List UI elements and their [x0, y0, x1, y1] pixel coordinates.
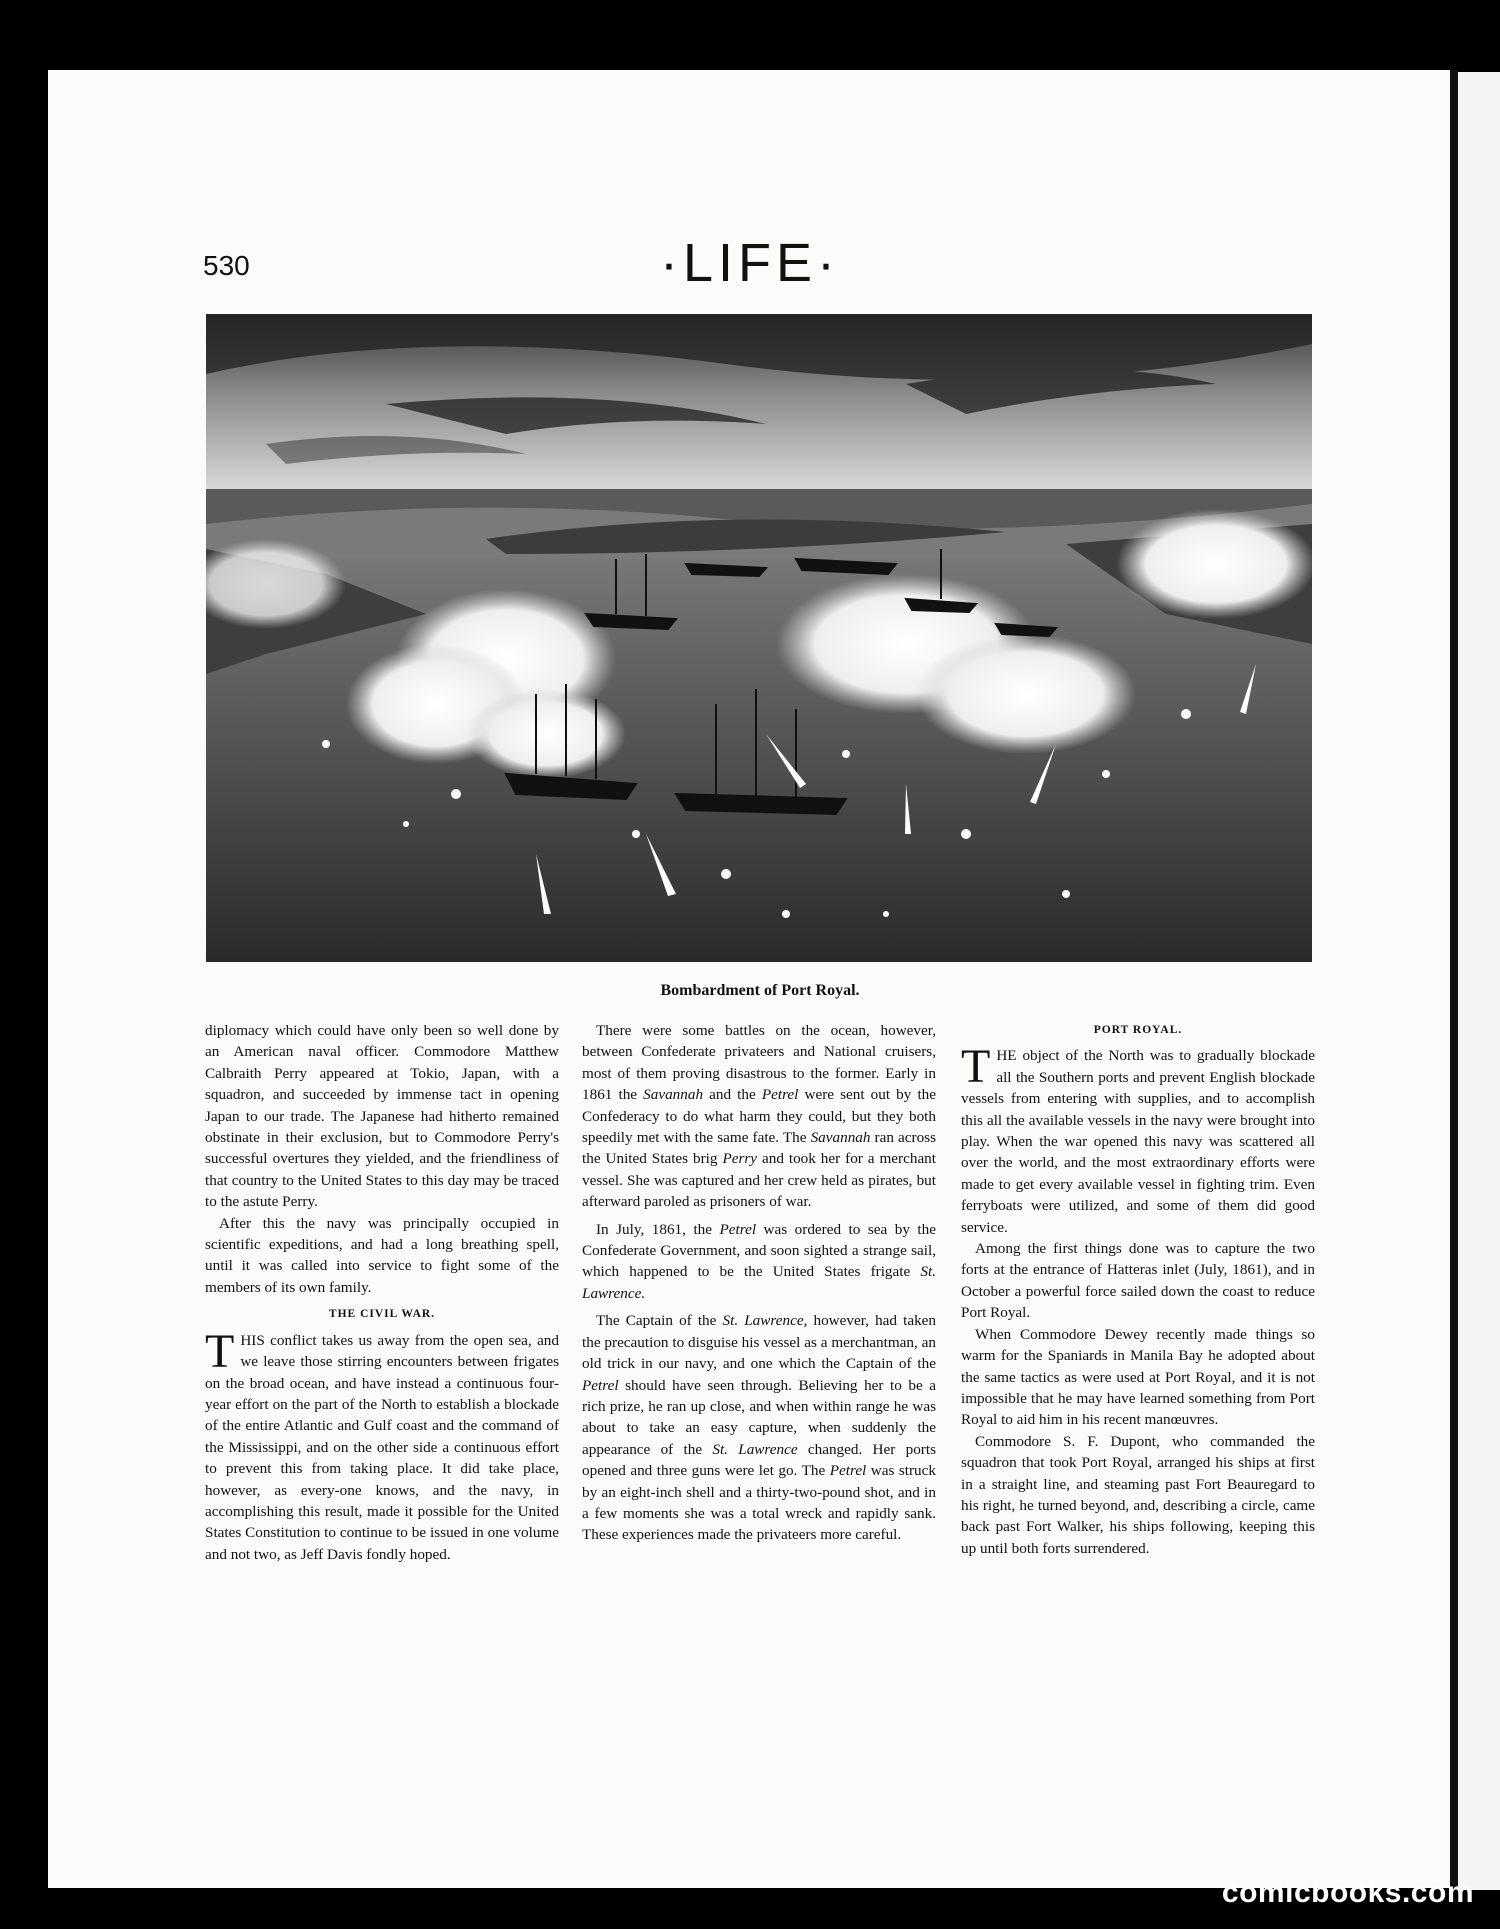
text-run: should have seen through. Believing her to be a rich prize, he ran up close, and when within range he was about to take an easy capture, when suddenly the appearance of the — [582, 1376, 936, 1458]
adjacent-page-edge — [1458, 72, 1500, 1890]
masthead-title: ·LIFE· — [659, 233, 840, 293]
text-run: and the — [703, 1086, 762, 1104]
text-run: however, had taken the precaution to disguise his vessel as a merchantman, an old trick in our navy, and one which the Captain of the — [582, 1312, 937, 1373]
ship-name: Perry — [722, 1150, 758, 1168]
paragraph — [205, 1324, 559, 1565]
ship-name: Petrel — [761, 1086, 799, 1104]
paragraph — [582, 1219, 936, 1305]
ship-name: Savannah — [810, 1129, 871, 1147]
ship-name: Savannah — [643, 1086, 704, 1104]
ship-name: St. Lawrence, — [722, 1312, 808, 1330]
paragraph: Commodore S. F. Dupont, who commanded the squadron that took Port Royal, arranged his ships at first in a straight line, and steaming past Fort Beauregard to his right, he turned beyond, and, describing a circle, came back past Fort Walker, his ships following, keeping this up until both forts surrendered. — [961, 1432, 1315, 1557]
section-heading-civil-war: THE CIVIL WAR. — [328, 1308, 436, 1321]
column-2 — [582, 1020, 936, 1546]
paragraph — [961, 1040, 1315, 1238]
paragraph: Among the first things done was to capture the two forts at the entrance of Hatteras inlet (July, 1861), and in October a powerful force sailed down the coast to reduce Port Royal. — [961, 1240, 1315, 1322]
text-run: and took her for a merchant vessel. She was captured and her crew held as pirates, but afterward paroled as prisoners of war. — [582, 1150, 936, 1211]
paragraph-text: HE object of the North was to gradually blockade all the Southern ports and prevent English blockade vessels from entering with supplies, and to accomplish this all the available vessels in the navy were brought into play. When the war opened this navy was scattered all over the world, and the most extraordinary efforts were made to get every available vessel in fighting trim. Even ferryboats were utilized, and some of them did good service. — [961, 1047, 1315, 1236]
ship-name: St. Lawrence. — [582, 1263, 936, 1302]
paragraph-text: HIS conflict takes us away from the open sea, and we leave those stirring encounters between frigates on the broad ocean, and have instead a continuous four-year effort on the part of the North to establish a blockade of the entire Atlantic and Gulf coast and the command of the Mississippi, and on the other side a continuous effort to prevent this from taking place. It did take place, however, as every-one knows, and the navy, in accomplishing this result, made it possible for the United States Constitution to continue to be issued in one volume and not two, as Jeff Davis fondly hoped. — [205, 1331, 559, 1563]
paragraph — [582, 1310, 936, 1545]
ship-name: St. Lawrence — [712, 1440, 798, 1458]
paragraph: After this the navy was principally occupied in scientific expeditions, and had a long breathing spell, until it was called into service to fight some of the members of its own family. — [205, 1214, 559, 1296]
paragraph: When Commodore Dewey recently made things so warm for the Spaniards in Manila Bay he adopted about the same tactics as were used at Port Royal, and it is not impossible that he may have learned something from Port Royal to aid him in his recent manœuvres. — [961, 1325, 1315, 1429]
text-run: The Captain of the — [596, 1312, 723, 1330]
paragraph — [582, 1020, 936, 1213]
column-1 — [205, 1020, 559, 1565]
gutter-shadow — [1450, 70, 1458, 1888]
text-run: There were some battles on the ocean, however, between Confederate privateers and National cruisers, most of them proving disastrous to the former. Early in 1861 the — [582, 1022, 936, 1104]
text-run: In July, 1861, the — [596, 1220, 720, 1238]
drop-cap: T — [961, 1040, 991, 1094]
text-run: ran across the United States brig — [582, 1129, 936, 1168]
page-number: 530 — [203, 250, 250, 281]
illustration-caption: Bombardment of Port Royal. — [660, 982, 860, 999]
text-run: changed. Her ports opened and three guns were let go. The — [582, 1440, 936, 1480]
watermark-logo: comicbooks.com — [1221, 1876, 1474, 1909]
ship-name: Petrel — [829, 1462, 867, 1480]
text-run: was ordered to sea by the Confederate Government, and soon sighted a strange sail, which happened to be the United States frigate — [582, 1220, 936, 1281]
column-3 — [961, 1020, 1315, 1559]
ship-name: Petrel — [582, 1376, 619, 1394]
ship-name: Petrel — [719, 1220, 757, 1238]
text-run: was struck by an eight-inch shell and a thirty-two-pound shot, and in a few moments she was a total wreck and rapidly sank. These experiences made the privateers more careful. — [582, 1462, 936, 1544]
bombardment-illustration — [206, 314, 1312, 962]
paragraph: diplomacy which could have only been so well done by an American naval officer. Commodore Matthew Calbraith Perry appeared at Tokio, Japan, with a squadron, and succeeded by immense tact in opening Japan to our trade. The Japanese had hitherto remained obstinate in their exclusion, but to Commodore Perry's successful overtures they yielded, and the friendliness of that country to the United States to this day may be traced to the astute Perry. — [205, 1022, 559, 1211]
text-run: were sent out by the Confederacy to do what harm they could, but they both speedily met with the same fate. The — [582, 1086, 937, 1147]
drop-cap: T — [205, 1324, 235, 1378]
section-heading-port-royal: PORT ROYAL. — [1093, 1024, 1183, 1036]
